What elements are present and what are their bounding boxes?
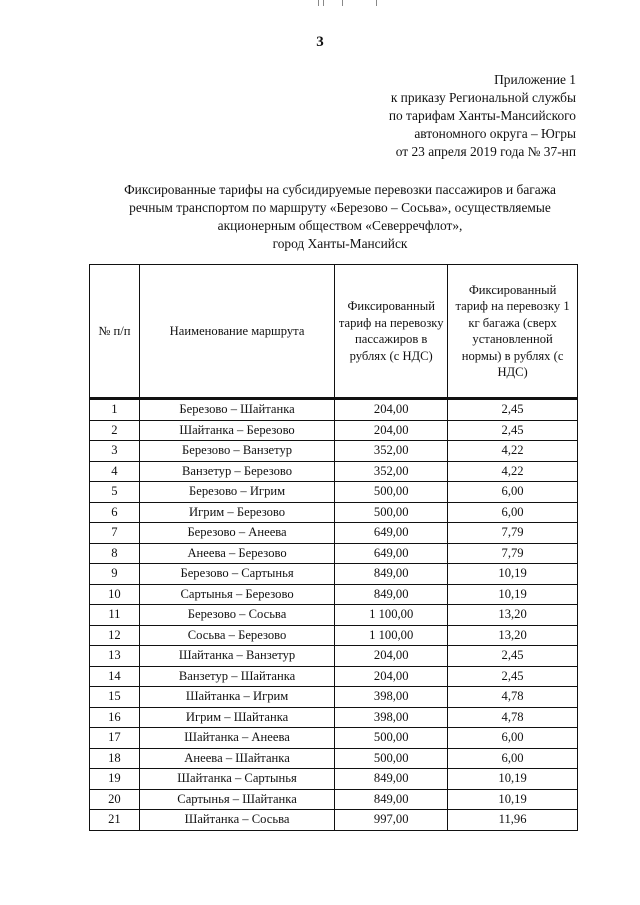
route-name: Шайтанка – Игрим [139,687,334,708]
table-row [90,584,578,605]
baggage-tariff: 10,19 [448,584,578,605]
route-name: Ванзетур – Шайтанка [139,666,334,687]
baggage-tariff: 13,20 [448,605,578,626]
tariff-table [89,264,578,831]
baggage-tariff: 6,00 [448,748,578,769]
passenger-tariff: 398,00 [335,687,448,708]
row-number: 11 [90,605,140,626]
table-header-row [90,265,578,399]
route-name: Анеева – Шайтанка [139,748,334,769]
title-line: Фиксированные тарифы на субсидируемые перевозки пассажиров и багажа [124,182,556,197]
baggage-tariff: 4,78 [448,687,578,708]
annex-line: по тарифам Ханты-Мансийского [388,108,576,123]
route-name: Ванзетур – Березово [139,461,334,482]
header-baggage-tariff: Фиксированный тариф на перевозку 1 кг багажа (сверх установленной нормы) в рублях (с НДС) [448,265,578,399]
route-name: Сартынья – Березово [139,584,334,605]
row-number: 1 [90,399,140,421]
route-name: Шайтанка – Анеева [139,728,334,749]
passenger-tariff: 849,00 [335,584,448,605]
passenger-tariff: 204,00 [335,666,448,687]
route-name: Шайтанка – Березово [139,420,334,441]
row-number: 5 [90,482,140,503]
title-line: город Ханты-Мансийск [272,236,408,251]
passenger-tariff: 398,00 [335,707,448,728]
title-line: акционерным обществом «Северречфлот», [217,218,463,233]
route-name: Шайтанка – Сосьва [139,810,334,831]
header-number: № п/п [90,265,140,399]
table-row [90,769,578,790]
passenger-tariff: 352,00 [335,441,448,462]
route-name: Березово – Анеева [139,523,334,544]
baggage-tariff: 7,79 [448,543,578,564]
title-line: речным транспортом по маршруту «Березово – Сосьва», осуществляемые [129,200,551,215]
passenger-tariff: 500,00 [335,502,448,523]
passenger-tariff: 649,00 [335,523,448,544]
route-name: Березово – Сартынья [139,564,334,585]
table-row [90,461,578,482]
baggage-tariff: 11,96 [448,810,578,831]
baggage-tariff: 6,00 [448,482,578,503]
route-name: Игрим – Шайтанка [139,707,334,728]
passenger-tariff: 649,00 [335,543,448,564]
baggage-tariff: 2,45 [448,646,578,667]
row-number: 16 [90,707,140,728]
passenger-tariff: 849,00 [335,769,448,790]
baggage-tariff: 10,19 [448,564,578,585]
row-number: 7 [90,523,140,544]
baggage-tariff: 13,20 [448,625,578,646]
baggage-tariff: 6,00 [448,502,578,523]
passenger-tariff: 997,00 [335,810,448,831]
row-number: 4 [90,461,140,482]
row-number: 20 [90,789,140,810]
passenger-tariff: 500,00 [335,748,448,769]
row-number: 6 [90,502,140,523]
passenger-tariff: 352,00 [335,461,448,482]
baggage-tariff: 10,19 [448,789,578,810]
table-row [90,482,578,503]
annex-block [276,71,576,161]
table-row [90,420,578,441]
route-name: Шайтанка – Ванзетур [139,646,334,667]
baggage-tariff: 4,22 [448,461,578,482]
baggage-tariff: 4,78 [448,707,578,728]
row-number: 9 [90,564,140,585]
annex-line: от 23 апреля 2019 года № 37-нп [395,144,576,159]
row-number: 17 [90,728,140,749]
baggage-tariff: 2,45 [448,666,578,687]
header-route: Наименование маршрута [139,265,334,399]
row-number: 14 [90,666,140,687]
table-row [90,523,578,544]
scan-artifact [318,0,378,8]
table-row [90,666,578,687]
table-row [90,646,578,667]
annex-line: к приказу Региональной службы [390,90,576,105]
table-row [90,605,578,626]
baggage-tariff: 7,79 [448,523,578,544]
passenger-tariff: 204,00 [335,646,448,667]
baggage-tariff: 2,45 [448,420,578,441]
baggage-tariff: 4,22 [448,441,578,462]
row-number: 18 [90,748,140,769]
baggage-tariff: 2,45 [448,399,578,421]
document-title [40,181,640,253]
table-row [90,502,578,523]
route-name: Березово – Игрим [139,482,334,503]
row-number: 3 [90,441,140,462]
table-row [90,625,578,646]
route-name: Сосьва – Березово [139,625,334,646]
baggage-tariff: 10,19 [448,769,578,790]
row-number: 10 [90,584,140,605]
table-row [90,707,578,728]
row-number: 15 [90,687,140,708]
row-number: 2 [90,420,140,441]
table-row [90,543,578,564]
table-row [90,810,578,831]
row-number: 21 [90,810,140,831]
passenger-tariff: 204,00 [335,420,448,441]
page-number: 3 [316,34,324,50]
row-number: 8 [90,543,140,564]
passenger-tariff: 849,00 [335,789,448,810]
passenger-tariff: 1 100,00 [335,605,448,626]
table-row [90,399,578,421]
passenger-tariff: 849,00 [335,564,448,585]
passenger-tariff: 204,00 [335,399,448,421]
table-row [90,789,578,810]
table-row [90,564,578,585]
passenger-tariff: 500,00 [335,728,448,749]
header-passenger-tariff: Фиксированный тариф на перевозку пассажиров в рублях (с НДС) [335,265,448,399]
table-row [90,441,578,462]
route-name: Березово – Шайтанка [139,399,334,421]
route-name: Березово – Ванзетур [139,441,334,462]
annex-line: Приложение 1 [494,72,576,87]
route-name: Шайтанка – Сартынья [139,769,334,790]
passenger-tariff: 1 100,00 [335,625,448,646]
row-number: 12 [90,625,140,646]
route-name: Березово – Сосьва [139,605,334,626]
route-name: Сартынья – Шайтанка [139,789,334,810]
passenger-tariff: 500,00 [335,482,448,503]
table-body [90,399,578,831]
annex-line: автономного округа – Югры [414,126,576,141]
table-row [90,728,578,749]
route-name: Анеева – Березово [139,543,334,564]
table-row [90,748,578,769]
row-number: 19 [90,769,140,790]
baggage-tariff: 6,00 [448,728,578,749]
route-name: Игрим – Березово [139,502,334,523]
table-row [90,687,578,708]
row-number: 13 [90,646,140,667]
